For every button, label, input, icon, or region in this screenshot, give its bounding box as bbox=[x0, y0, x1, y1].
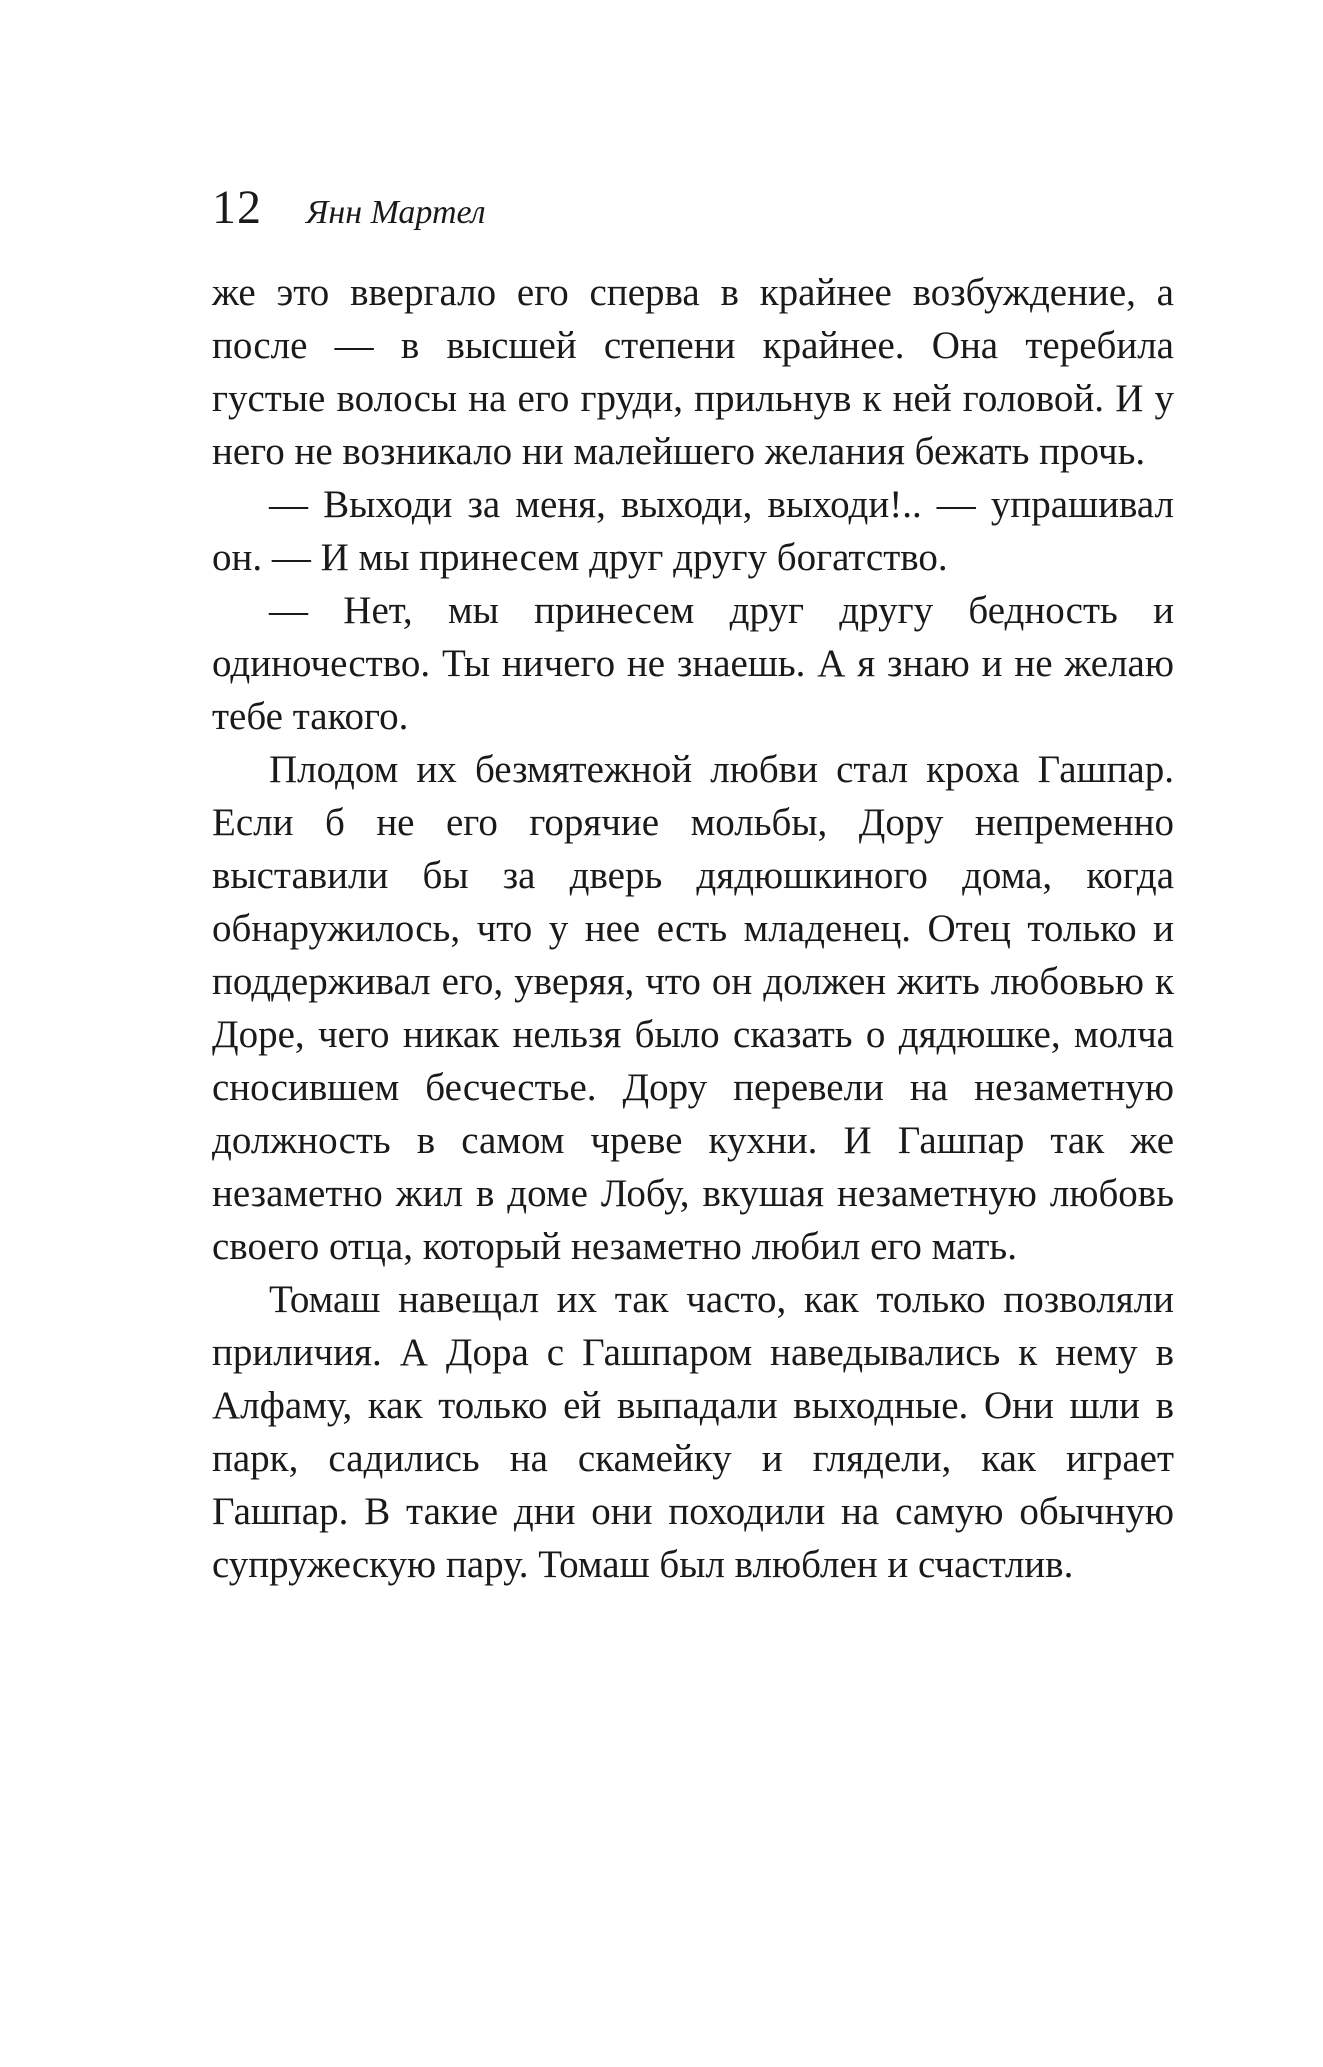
author-name: Янн Мартел bbox=[306, 194, 486, 231]
paragraph-5: Томаш навещал их так часто, как только позволяли приличия. А Дора с Гашпаром наведывались к нему в Алфаму, как только ей выпадали выходные. Они шли в парк, садились на скамейку и глядели, как играет Гашпар. В такие дни они походили на самую обычную супружескую пару. Томаш был влюблен и счастлив. bbox=[212, 1278, 1174, 1586]
paragraph-1: же это ввергало его сперва в крайнее возбуждение, а после — в высшей степени крайнее. Она теребила густые волосы на его груди, прильнув к ней головой. И у него не возникало ни малейшего желания бежать прочь. bbox=[212, 271, 1174, 473]
book-page bbox=[212, 180, 1174, 1591]
page-number: 12 bbox=[212, 181, 262, 234]
paragraph-3: — Нет, мы принесем друг другу бедность и одиночество. Ты ничего не знаешь. А я знаю и не желаю тебе такого. bbox=[212, 589, 1174, 738]
running-head bbox=[212, 180, 1174, 250]
paragraph-2: — Выходи за меня, выходи, выходи!.. — упрашивал он. — И мы принесем друг другу богатство. bbox=[212, 483, 1174, 579]
paragraph-4: Плодом их безмятежной любви стал кроха Гашпар. Если б не его горячие мольбы, Дору непременно выставили бы за дверь дядюшкиного дома, когда обнаружилось, что у нее есть младенец. Отец только и поддерживал его, уверяя, что он должен жить любовью к Доре, чего никак нельзя было сказать о дядюшке, молча сносившем бесчестье. Дору перевели на незаметную должность в самом чреве кухни. И Гашпар так же незаметно жил в доме Лобу, вкушая незаметную любовь своего отца, который незаметно любил его мать. bbox=[212, 748, 1174, 1268]
body-text bbox=[212, 266, 1174, 1591]
